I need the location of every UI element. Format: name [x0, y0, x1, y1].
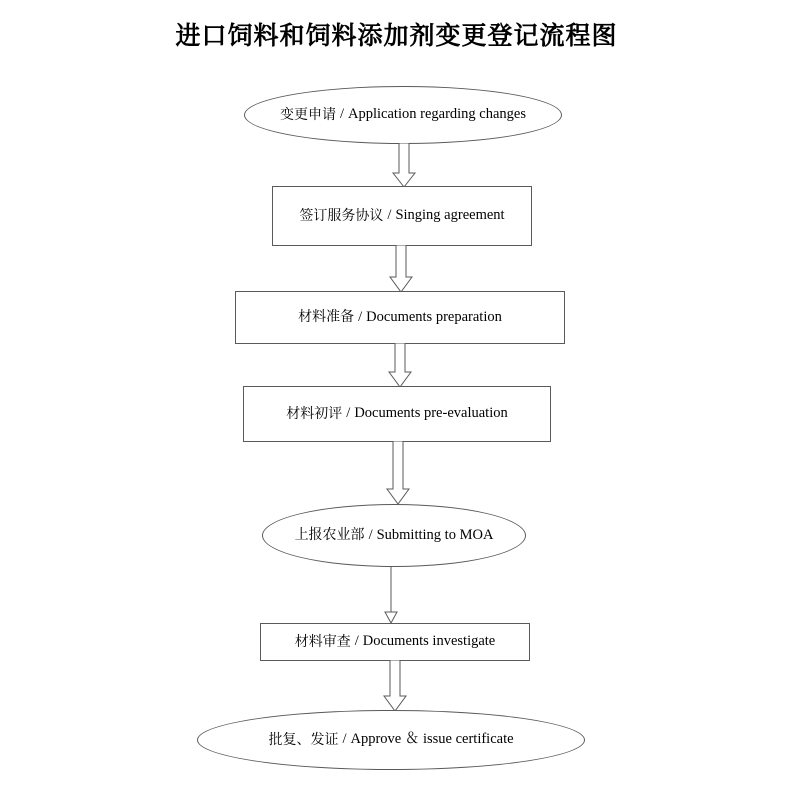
flow-node-approve-issue-label-cn: 批复、发证	[268, 731, 339, 748]
flow-node-preparation-separator: /	[358, 308, 363, 325]
flow-node-pre-evaluation	[243, 386, 551, 442]
connector-application-to-agreement	[390, 143, 418, 188]
flow-node-application-label-en: Application regarding changes	[348, 106, 526, 123]
flow-node-investigate-separator: /	[354, 633, 359, 650]
flow-node-pre-evaluation-label-cn: 材料初评	[286, 405, 343, 422]
flow-node-agreement-separator: /	[387, 207, 392, 224]
flow-node-submitting-label-en: Submitting to MOA	[376, 526, 494, 543]
flow-node-agreement-label-cn: 签订服务协议	[299, 207, 384, 224]
connector-submitting-to-investigate	[379, 566, 403, 624]
flow-node-investigate-label-en: Documents investigate	[362, 633, 496, 650]
flow-node-preparation-label-cn: 材料准备	[298, 309, 355, 326]
flow-node-approve-issue	[197, 710, 585, 770]
flow-node-preparation	[235, 291, 565, 344]
connector-investigate-to-approve	[381, 660, 409, 712]
flow-node-investigate-label-cn: 材料审查	[294, 633, 351, 650]
connector-agreement-to-preparation	[387, 245, 415, 293]
flow-node-investigate	[260, 623, 530, 661]
flow-node-preparation-label-en: Documents preparation	[366, 308, 502, 325]
flow-node-application-separator: /	[340, 106, 345, 123]
flow-node-application-label-cn: 变更申请	[280, 106, 336, 123]
flow-node-submitting-label-cn: 上报农业部	[294, 527, 365, 544]
flow-node-submitting	[262, 504, 526, 567]
flow-node-agreement-label-en: Singing agreement	[395, 207, 505, 224]
flow-node-agreement	[272, 186, 532, 246]
connector-preparation-to-preevaluation	[386, 343, 414, 388]
flow-node-submitting-separator: /	[368, 526, 373, 543]
page-title: 进口饲料和饲料添加剂变更登记流程图	[175, 21, 618, 50]
flow-node-approve-issue-label-en: Approve ＆ issue certificate	[350, 731, 514, 748]
flow-node-application	[244, 86, 562, 144]
connector-preevaluation-to-submitting	[384, 441, 412, 505]
flow-node-approve-issue-separator: /	[342, 731, 347, 748]
flow-node-pre-evaluation-separator: /	[346, 405, 351, 422]
flow-node-pre-evaluation-label-en: Documents pre-evaluation	[354, 405, 508, 422]
